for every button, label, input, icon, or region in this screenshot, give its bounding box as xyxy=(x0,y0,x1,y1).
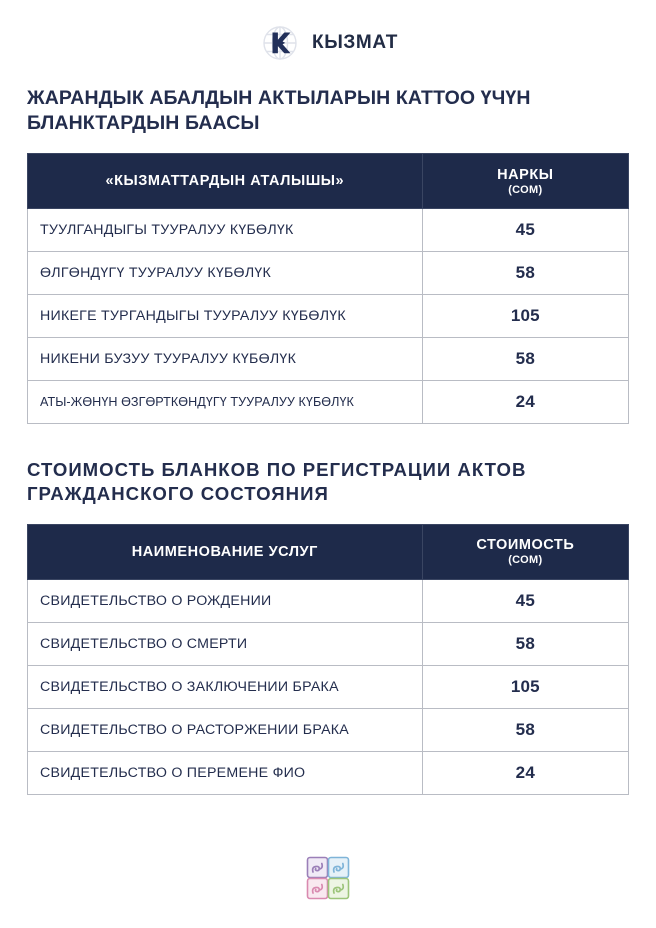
table-row xyxy=(28,622,629,665)
price-cell: 45 xyxy=(422,209,628,252)
table-header-row xyxy=(28,524,629,579)
four-square-ornament-emblem-icon xyxy=(306,856,350,900)
price-cell: 24 xyxy=(422,751,628,794)
price-cell: 105 xyxy=(422,295,628,338)
brand-wordmark: КЫЗМАТ xyxy=(312,32,398,53)
table-row xyxy=(28,665,629,708)
spacer xyxy=(0,135,656,153)
price-cell: 45 xyxy=(422,579,628,622)
column-header-main-label: НАИМЕНОВАНИЕ УСЛУГ xyxy=(131,543,318,560)
globe-k-logo-icon xyxy=(258,21,302,65)
service-name-cell: ӨЛГӨНДҮГҮ ТУУРАЛУУ КҮБӨЛҮК xyxy=(28,252,423,295)
service-name-cell: СВИДЕТЕЛЬСТВО О РАСТОРЖЕНИИ БРАКА xyxy=(28,708,423,751)
brand-header xyxy=(0,0,656,86)
table-header-row xyxy=(28,154,629,209)
column-header-service-name xyxy=(28,154,423,209)
table-row xyxy=(28,252,629,295)
price-cell: 58 xyxy=(422,708,628,751)
table-row xyxy=(28,381,629,424)
service-name-cell: СВИДЕТЕЛЬСТВО О СМЕРТИ xyxy=(28,622,423,665)
footer xyxy=(0,856,656,900)
price-table-kyrgyz xyxy=(27,153,629,424)
service-name-cell: НИКЕНИ БУЗУУ ТУУРАЛУУ КҮБӨЛҮК xyxy=(28,338,423,381)
table-row xyxy=(28,295,629,338)
column-header-main-label: НАРКЫ xyxy=(497,166,554,183)
price-cell: 105 xyxy=(422,665,628,708)
table-row xyxy=(28,209,629,252)
service-name-cell: СВИДЕТЕЛЬСТВО О ЗАКЛЮЧЕНИИ БРАКА xyxy=(28,665,423,708)
column-header-unit-label: (СОМ) xyxy=(508,183,543,196)
service-name-cell: АТЫ-ЖӨНҮН ӨЗГӨРТКӨНДҮГҮ ТУУРАЛУУ КҮБӨЛҮК xyxy=(28,381,423,424)
table-row xyxy=(28,708,629,751)
price-cell: 58 xyxy=(422,252,628,295)
service-name-cell: СВИДЕТЕЛЬСТВО О РОЖДЕНИИ xyxy=(28,579,423,622)
column-header-main-label: СТОИМОСТЬ xyxy=(476,537,575,554)
page-title-kyrgyz: ЖАРАНДЫК АБАЛДЫН АКТЫЛАРЫН КАТТОО ҮЧҮН БЛАНКТАРДЫН БААСЫ xyxy=(27,87,531,134)
spacer xyxy=(0,424,656,458)
price-cell: 58 xyxy=(422,622,628,665)
table-row xyxy=(28,751,629,794)
service-name-cell: СВИДЕТЕЛЬСТВО О ПЕРЕМЕНЕ ФИО xyxy=(28,751,423,794)
spacer xyxy=(0,505,656,524)
column-header-unit-label: (СОМ) xyxy=(508,554,543,567)
table-row xyxy=(28,338,629,381)
price-cell: 58 xyxy=(422,338,628,381)
table-row xyxy=(28,579,629,622)
column-header-price xyxy=(422,154,628,209)
price-table-russian xyxy=(27,524,629,795)
column-header-price xyxy=(422,524,628,579)
price-cell: 24 xyxy=(422,381,628,424)
service-name-cell: ТУУЛГАНДЫГЫ ТУУРАЛУУ КҮБӨЛҮК xyxy=(28,209,423,252)
page-title-russian: СТОИМОСТЬ БЛАНКОВ ПО РЕГИСТРАЦИИ АКТОВ ГРАЖДАНСКОГО СОСТОЯНИЯ xyxy=(27,459,527,504)
service-name-cell: НИКЕГЕ ТУРГАНДЫГЫ ТУУРАЛУУ КҮБӨЛҮК xyxy=(28,295,423,338)
column-header-main-label: «КЫЗМАТТАРДЫН АТАЛЫШЫ» xyxy=(105,173,345,190)
column-header-service-name xyxy=(28,524,423,579)
